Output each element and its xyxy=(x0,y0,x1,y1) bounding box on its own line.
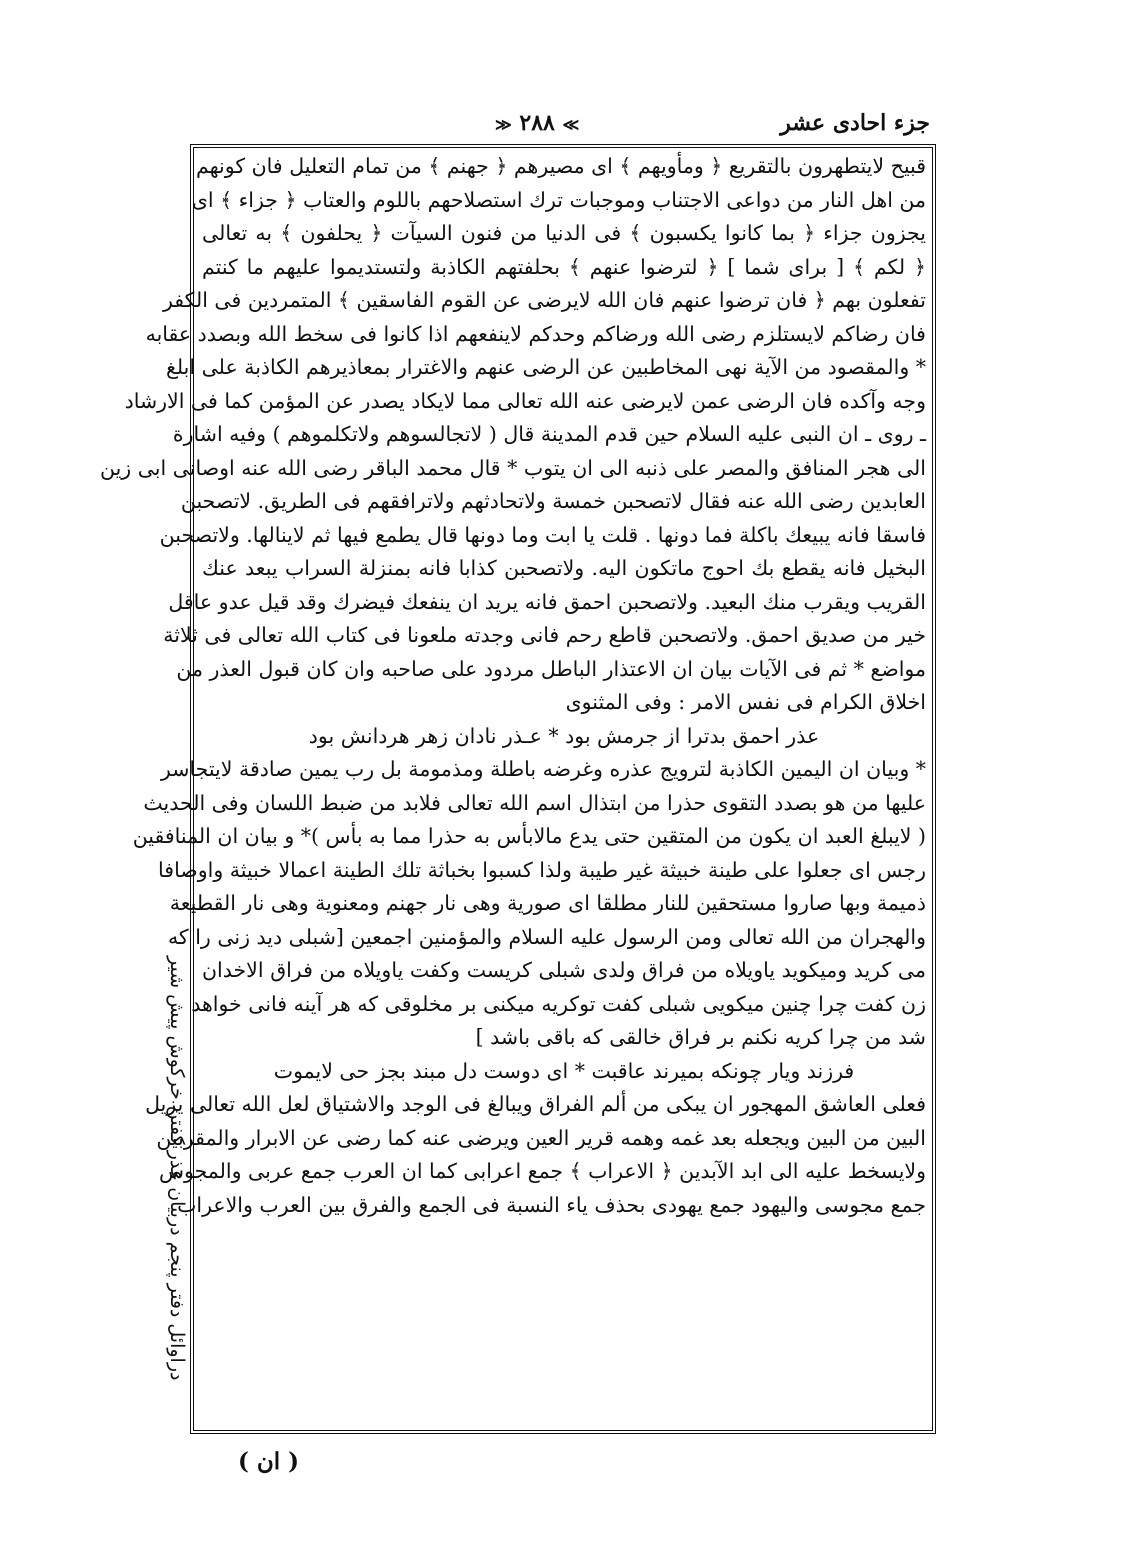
page-number xyxy=(495,110,579,136)
text-line: قبيح لايتطهرون بالتقريع ﴿ ومأويهم ﴾ اى مصيرهم ﴿ جهنم ﴾ من تمام التعليل فان كونهم xyxy=(195,154,926,178)
text-line: العابدين رضى الله عنه فقال لاتصحبن خمسة ولاتحادثهم ولاترافقهم فى الطريق. لاتصحبن xyxy=(180,489,926,513)
text-line: ولايسخط عليه الى ابد الآبدين ﴿ الاعراب ﴾ جمع اعرابى كما ان العرب جمع عربى والمجوس xyxy=(158,1159,926,1183)
text-line: عليها من هو بصدد التقوى حذرا من ابتذال اسم الله تعالى فلابد من ضبط اللسان وفى الحديث xyxy=(143,790,926,815)
verse-line: عذر احمق بدترا از جرمش بود * عـذر نادان زهر هردانش بود xyxy=(308,723,820,748)
text-line: من اهل النار من دواعى الاجتناب وموجبات ترك استصلاحهم باللوم والعتاب ﴿ جزاء ﴾ اى xyxy=(191,187,926,212)
text-line: فعلى العاشق المهجور ان يبكى من ألم الفراق ويبالغ فى الوجد والاشتياق لعل الله تعالى يزيل xyxy=(145,1092,926,1116)
verse-line: فرزند ويار چونكه بميرند عاقبت * اى دوست دل مبند بجز حى لايموت xyxy=(273,1058,855,1083)
text-line: البخيل فانه يقطع بك احوج ماتكون اليه. ولاتصحبن كذابا فانه بمنزلة السراب يبعد عنك xyxy=(202,556,926,580)
text-line: شد من چرا كريه نكنم بر فراق خالقى كه باقى باشد ] xyxy=(475,1025,926,1049)
text-line: * والمقصود من الآية نهى المخاطبين عن الرضى عنهم والاغترار بمعاذيرهم الكاذبة على ابلغ xyxy=(165,355,926,379)
text-line: تفعلون بهم ﴿ فان ترضوا عنهم فان الله لايرضى عن القوم الفاسقين ﴾ المتمردين فى الكفر xyxy=(162,288,926,312)
text-line: القريب ويقرب منك البعيد. ولاتصحبن احمق فانه يريد ان ينفعك فيضرك وقد قيل عدو عاقل xyxy=(168,589,926,614)
text-line: خير من صديق احمق. ولاتصحبن قاطع رحم فانى وجدته ملعونا فى كتاب الله تعالى فى ثلاثة xyxy=(163,623,926,647)
text-line: فاسقا فانه يبيعك باكلة فما دونها . قلت يا ابت وما دونها قال يطمع فيها ثم لاينالها. ولاتصحبن xyxy=(159,522,926,547)
ornament-left-icon: ≫ xyxy=(562,115,580,134)
page-header xyxy=(205,110,930,144)
text-line: يجزون جزاء ﴿ بما كانوا يكسبون ﴾ فى الدنيا من فنون السيآت ﴿ يحلفون ﴾ به تعالى xyxy=(202,221,926,245)
text-line: وجه وآكده فان الرضى عمن لايرضى عنه الله تعالى مما لايكاد يصدر عن المؤمن كما فى الارشاد xyxy=(124,388,926,413)
text-line: زن كفت چرا چنين ميكويى شبلى كفت توكريه ميكنى بر مخلوقى كه هر آينه فانى خواهد xyxy=(191,991,926,1016)
text-line: فان رضاكم لايستلزم رضى الله ورضاكم وحدكم لاينفعهم اذا كانوا فى سخط الله وبصدد عقابه xyxy=(145,321,926,346)
text-line: رجس اى جعلوا على طينة خبيثة غير طيبة ولذا كسبوا بخباثة تلك الطينة اعمالا خبيثة واوصافا xyxy=(158,857,926,882)
text-line: اخلاق الكرام فى نفس الامر : وفى المثنوى xyxy=(565,690,926,714)
text-line: ( لايبلغ العبد ان يكون من المتقين حتى يدع مالابأس به حذرا مما به بأس )* و بيان ان المنافقين xyxy=(132,824,926,848)
text-line: ﴿ لكم ﴾ [ براى شما ] ﴿ لترضوا عنهم ﴾ بحلفتهم الكاذبة ولتستديموا عليهم ما كنتم xyxy=(202,254,926,279)
text-line: والهجران من الله تعالى ومن الرسول عليه السلام والمؤمنين اجمعين [شبلى ديد زنى را كه xyxy=(167,924,926,949)
text-line: مواضع * ثم فى الآيات بيان ان الاعتذار الباطل مردود على صاحبه وان كان قبول العذر من xyxy=(176,656,926,681)
catchword: ( ان ) xyxy=(238,1448,300,1475)
page-number-value: ٢٨٨ xyxy=(519,110,555,136)
text-line: ذميمة وبها صاروا مستحقين للنار مطلقا اى صورية وهى نار جهنم ومعنوية وهى نار القطيعة xyxy=(169,891,926,915)
ornament-right-icon: ≪ xyxy=(495,115,512,134)
margin-note: دراوائل دفتر پنجم دربيان عذر كفتن خركوش پيش شير xyxy=(166,955,188,1380)
text-line: ـ روى ـ ان النبى عليه السلام حين قدم المدينة قال ( لاتجالسوهم ولاتكلموهم ) وفيه اشارة xyxy=(172,422,926,446)
text-line: * وبيان ان اليمين الكاذبة لترويج عذره وغرضه باطلة ومذمومة بل رب يمين صادقة لايتجاسر xyxy=(160,757,926,781)
text-line: جمع مجوسى واليهود جمع يهودى بحذف ياء النسبة فى الجمع والفرق بين العرب والاعراب xyxy=(177,1192,926,1217)
text-line: البين من البين ويجعله بعد غمه وهمه قرير العين ويرضى عنه كما رضى عن الابرار والمقربين xyxy=(156,1125,926,1150)
text-line: الى هجر المنافق والمصر على ذنبه الى ان يتوب * قال محمد الباقر رضى الله عنه اوصانى ابى زين xyxy=(99,455,926,480)
running-head: جزء احادى عشر xyxy=(780,110,930,136)
text-line: مى كريد وميكويد ياويلاه من فراق ولدى شبلى كريست وكفت ياويلاه من فراق الاخدان xyxy=(202,958,926,982)
